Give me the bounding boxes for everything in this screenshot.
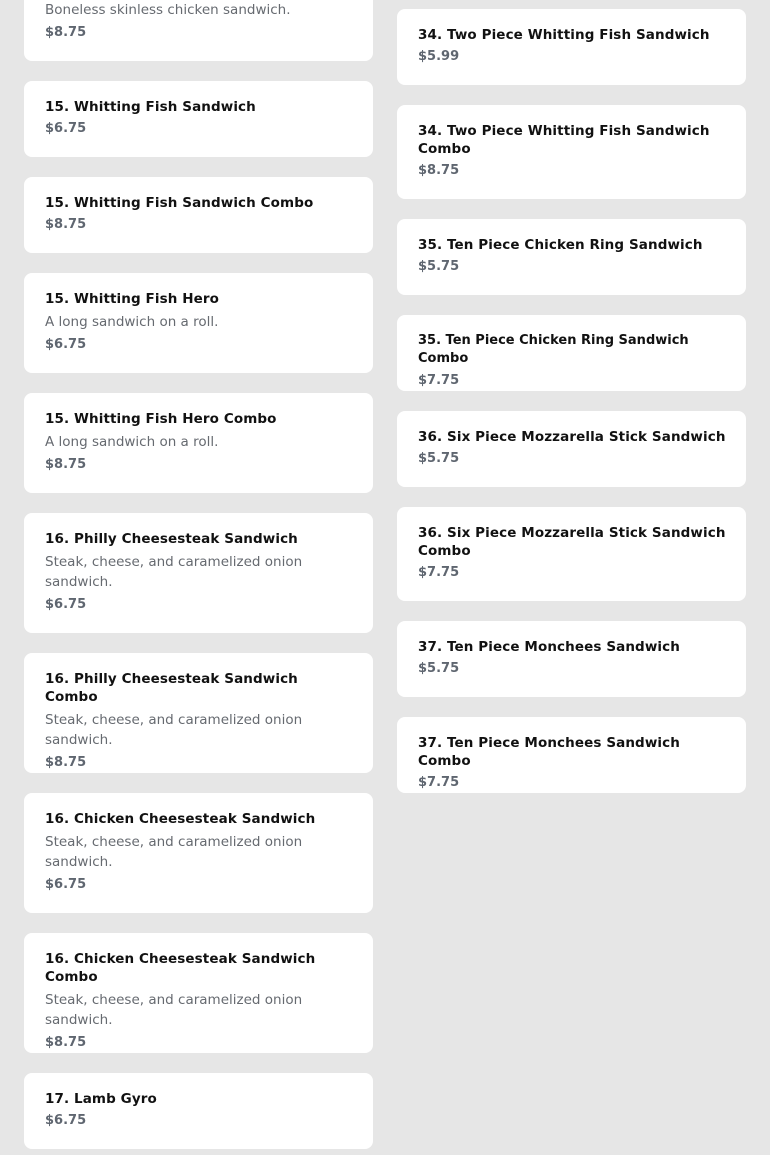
menu-item-price: $7.75 — [418, 775, 460, 790]
menu-item-price: $7.75 — [418, 373, 460, 388]
menu-item-description: A long sandwich on a roll. — [45, 434, 219, 450]
menu-item-name: 37. Ten Piece Monchees Sandwich — [418, 639, 680, 655]
menu-item-name: 34. Two Piece Whitting Fish Sandwich — [418, 27, 710, 43]
menu-item-name: 15. Whitting Fish Sandwich Combo — [45, 195, 314, 211]
menu-item-name: 15. Whitting Fish Sandwich — [45, 99, 256, 115]
menu-item-card[interactable] — [24, 513, 373, 633]
menu-item-price: $8.75 — [45, 1035, 87, 1050]
menu-item-description: A long sandwich on a roll. — [45, 314, 219, 330]
menu-item-description: Boneless skinless chicken sandwich. — [45, 2, 291, 18]
menu-item-card[interactable] — [24, 653, 373, 773]
menu-item-price: $8.75 — [45, 457, 87, 472]
menu-item-card[interactable] — [397, 411, 746, 487]
menu-item-name: 35. Ten Piece Chicken Ring Sandwich — [418, 237, 703, 253]
menu-item-name: 16. Chicken Cheesesteak Sandwich — [45, 811, 316, 827]
menu-item-price: $6.75 — [45, 121, 87, 136]
menu-item-card[interactable] — [24, 81, 373, 157]
menu-item-price: $5.75 — [418, 661, 460, 676]
menu-item-name: 17. Lamb Gyro — [45, 1091, 157, 1107]
menu-item-price: $6.75 — [45, 597, 87, 612]
menu-item-name: 16. Chicken Cheesesteak Sandwich Combo — [45, 951, 316, 985]
menu-item-name: 37. Ten Piece Monchees Sandwich Combo — [418, 735, 680, 769]
menu-item-name: 36. Six Piece Mozzarella Stick Sandwich — [418, 429, 726, 445]
menu-item-price: $5.99 — [418, 49, 460, 64]
menu-item-name: 34. Two Piece Whitting Fish Sandwich Combo — [418, 123, 710, 157]
menu-item-price: $5.75 — [418, 259, 460, 274]
menu-item-card[interactable] — [397, 717, 746, 793]
menu-item-card[interactable] — [397, 9, 746, 85]
menu-item-price: $5.75 — [418, 451, 460, 466]
menu-item-card[interactable] — [397, 315, 746, 391]
menu-item-card[interactable] — [24, 933, 373, 1053]
menu-item-name: 35. Ten Piece Chicken Ring Sandwich Combo — [418, 333, 689, 366]
menu-item-price: $7.75 — [418, 565, 460, 580]
menu-item-card[interactable] — [24, 1073, 373, 1149]
menu-item-name: 16. Philly Cheesesteak Sandwich Combo — [45, 671, 298, 705]
menu-item-price: $8.75 — [45, 755, 87, 770]
menu-item-price: $6.75 — [45, 337, 87, 352]
menu-item-description: Steak, cheese, and caramelized onion sandwich. — [45, 992, 303, 1028]
menu-item-description: Steak, cheese, and caramelized onion sandwich. — [45, 712, 303, 748]
menu-item-name: 15. Whitting Fish Hero Combo — [45, 411, 277, 427]
menu-item-price: $6.75 — [45, 1113, 87, 1128]
menu-item-card[interactable] — [397, 105, 746, 199]
menu-item-name: 36. Six Piece Mozzarella Stick Sandwich Combo — [418, 525, 726, 559]
menu-item-card[interactable] — [397, 621, 746, 697]
menu-item-card[interactable] — [24, 393, 373, 493]
menu-item-price: $8.75 — [418, 163, 460, 178]
menu-item-card[interactable] — [24, 0, 373, 61]
menu-item-price: $8.75 — [45, 25, 87, 40]
menu-item-name: 15. Whitting Fish Hero — [45, 291, 220, 307]
menu-item-description: Steak, cheese, and caramelized onion sandwich. — [45, 834, 303, 870]
menu-item-description: Steak, cheese, and caramelized onion sandwich. — [45, 554, 303, 590]
menu-item-card[interactable] — [397, 219, 746, 295]
menu-item-card[interactable] — [24, 177, 373, 253]
menu-item-price: $6.75 — [45, 877, 87, 892]
menu-item-card[interactable] — [397, 507, 746, 601]
menu-item-name: 16. Philly Cheesesteak Sandwich — [45, 531, 298, 547]
menu-item-price: $8.75 — [45, 217, 87, 232]
menu-item-card[interactable] — [24, 793, 373, 913]
menu-item-card[interactable] — [24, 273, 373, 373]
